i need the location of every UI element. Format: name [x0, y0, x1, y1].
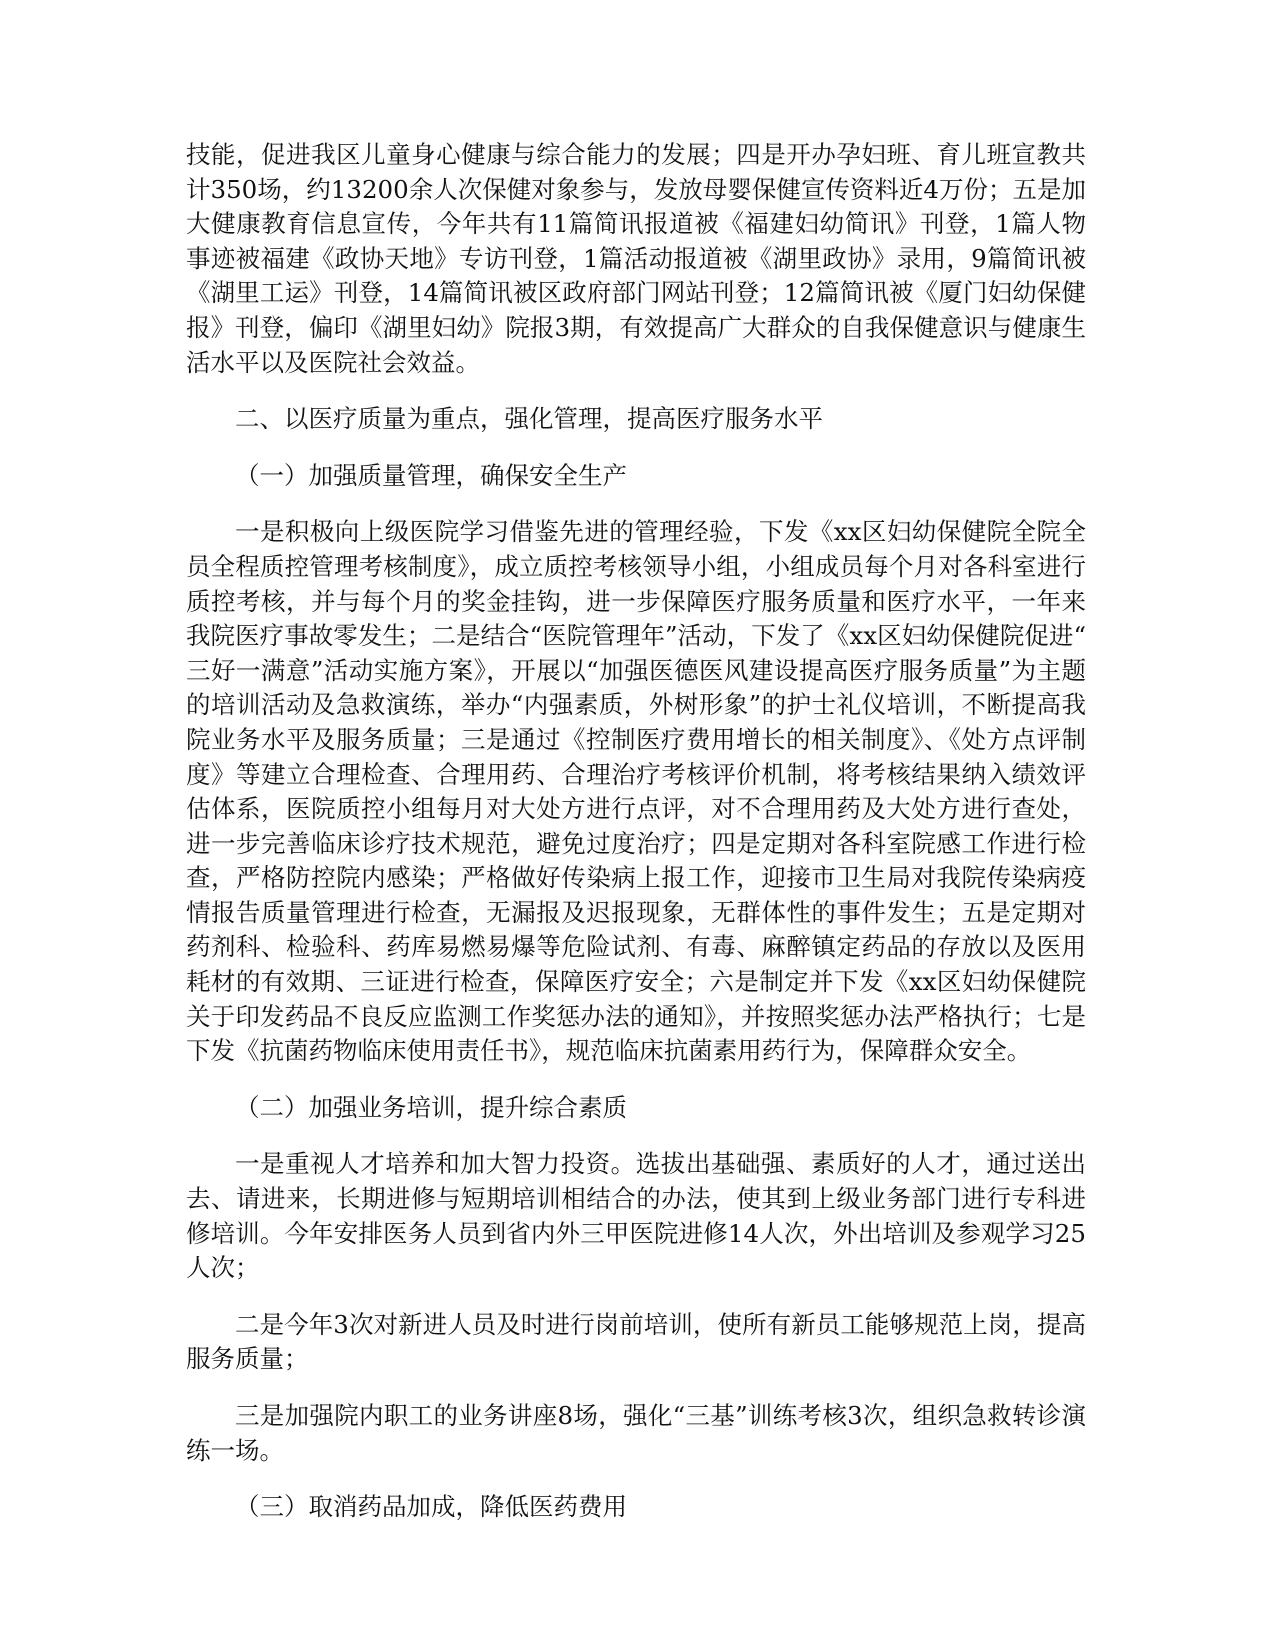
subsection-heading: （二）加强业务培训，提升综合素质 — [235, 1092, 627, 1122]
body-paragraph: 三是加强院内职工的业务讲座8场，强化“三基”训练考核3次，组织急救转诊演练一场。 — [186, 1401, 1086, 1465]
body-paragraph: 一是积极向上级医院学习借鉴先进的管理经验，下发《xx区妇幼保健院全院全员全程质控管理考核制度》，成立质控考核领导小组，小组成员每个月对各科室进行质控考核，并与每个月的奖金挂钩，进一步保障医疗服务质量和医疗水平，一年来我院医疗事故零发生；二是结合“医院管理年”活动，下发了《xx区妇幼保健院促进“三好一满意”活动实施方案》，开展以“加强医德医风建设提高医疗服务质量”为主题的培训活动及急救演练，举办“内强素质，外树形象”的护士礼仪培训，不断提高我院业务水平及服务质量；三是通过《控制医疗费用增长的相关制度》、《处方点评制度》等建立合理检查、合理用药、合理治疗考核评价机制，将考核结果纳入绩效评估体系，医院质控小组每月对大处方进行点评，对不合理用药及大处方进行查处，进一步完善临床诊疗技术规范，避免过度治疗；四是定期对各科室院感工作进行检查，严格防控院内感染；严格做好传染病上报工作，迎接市卫生局对我院传染病疫情报告质量管理进行检查，无漏报及迟报现象，无群体性的事件发生；五是定期对药剂科、检验科、药库易燃易爆等危险试剂、有毒、麻醉镇定药品的存放以及医用耗材的有效期、三证进行检查，保障医疗安全；六是制定并下发《xx区妇幼保健院关于印发药品不良反应监测工作奖惩办法的通知》，并按照奖惩办法严格执行；七是下发《抗菌药物临床使用责任书》，规范临床抗菌素用药行为，保障群众安全。 — [186, 517, 1086, 1066]
subsection-heading: （一）加强质量管理，确保安全生产 — [235, 460, 627, 490]
document-body — [186, 138, 1086, 1547]
body-paragraph: 一是重视人才培养和加大智力投资。选拔出基础强、素质好的人才，通过送出去、请进来，长期进修与短期培训相结合的办法，使其到上级业务部门进行专科进修培训。今年安排医务人员到省内外三甲医院进修14人次，外出培训及参观学习25人次； — [186, 1149, 1086, 1283]
section-heading: 二、以医疗质量为重点，强化管理，提高医疗服务水平 — [235, 404, 823, 434]
paragraph-continuation: 技能，促进我区儿童身心健康与综合能力的发展；四是开办孕妇班、育儿班宣教共计350场，约13200余人次保健对象参与，发放母婴保健宣传资料近4万份；五是加大健康教育信息宣传，今年共有11篇简讯报道被《福建妇幼简讯》刊登，1篇人物事迹被福建《政协天地》专访刊登，1篇活动报道被《湖里政协》录用，9篇简讯被《湖里工运》刊登，14篇简讯被区政府部门网站刊登；12篇简讯被《厦门妇幼保健报》刊登，偏印《湖里妇幼》院报3期，有效提高广大群众的自我保健意识与健康生活水平以及医院社会效益。 — [186, 140, 1086, 377]
subsection-heading: （三）取消药品加成，降低医药费用 — [235, 1492, 627, 1522]
body-paragraph: 二是今年3次对新进人员及时进行岗前培训，使所有新员工能够规范上岗，提高服务质量； — [186, 1309, 1086, 1374]
